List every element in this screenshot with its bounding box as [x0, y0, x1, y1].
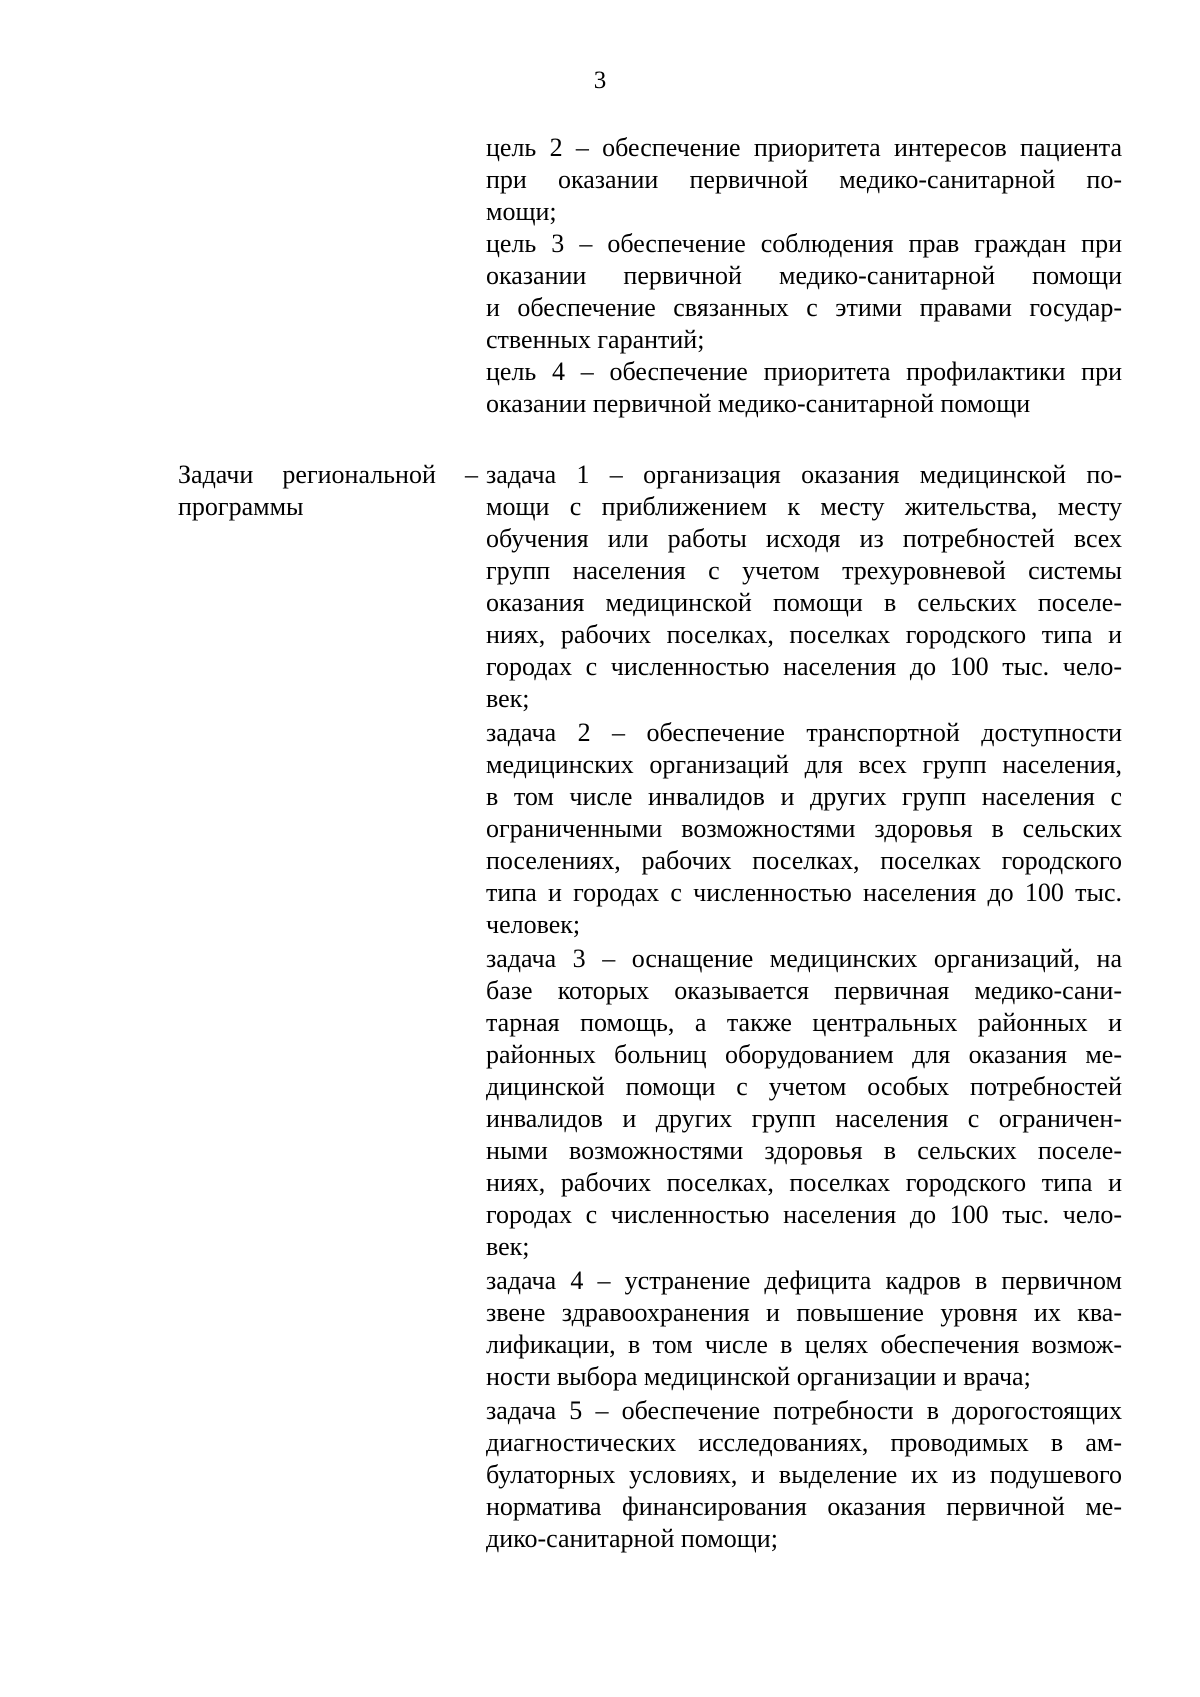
task-line: городах с численностью населения до 100 тыс. чело- [486, 652, 1122, 681]
task-line: медицинских организаций для всех групп населения, [486, 750, 1122, 779]
task-line: ниях, рабочих поселках, поселках городского типа и [486, 1168, 1122, 1197]
task-line: век; [486, 684, 530, 713]
task-line: лификации, в том числе в целях обеспечения возмож- [486, 1330, 1122, 1359]
tasks-label: программы [178, 492, 304, 521]
task-line: групп населения с учетом трехуровневой системы [486, 556, 1122, 585]
task-line: мощи с приближением к месту жительства, месту [486, 492, 1122, 521]
page-number: 3 [593, 67, 607, 94]
tasks-label: Задачи региональной – [178, 460, 478, 489]
task-line: ными возможностями здоровья в сельских поселе- [486, 1136, 1122, 1165]
goal-line: цель 2 – обеспечение приоритета интересов пациента [486, 133, 1122, 162]
goal-line: мощи; [486, 197, 557, 226]
goal-line: и обеспечение связанных с этими правами государ- [486, 293, 1122, 322]
task-line: типа и городах с численностью населения до 100 тыс. [486, 878, 1122, 907]
task-line: задача 4 – устранение дефицита кадров в первичном [486, 1266, 1122, 1295]
goal-line: при оказании первичной медико-санитарной по- [486, 165, 1122, 194]
task-line: районных больниц оборудованием для оказания ме- [486, 1040, 1122, 1069]
task-line: задача 2 – обеспечение транспортной доступности [486, 718, 1122, 747]
task-line: дико-санитарной помощи; [486, 1524, 778, 1553]
task-line: поселениях, рабочих поселках, поселках городского [486, 846, 1122, 875]
goal-line: цель 4 – обеспечение приоритета профилактики при [486, 357, 1122, 386]
goal-line: оказании первичной медико-санитарной помощи [486, 389, 1031, 418]
task-line: булаторных условиях, и выделение их из подушевого [486, 1460, 1122, 1489]
task-line: диагностических исследованиях, проводимых в ам- [486, 1428, 1122, 1457]
task-line: в том числе инвалидов и других групп населения с [486, 782, 1122, 811]
task-line: задача 3 – оснащение медицинских организаций, на [486, 944, 1122, 973]
goal-line: цель 3 – обеспечение соблюдения прав граждан при [486, 229, 1122, 258]
task-line: звене здравоохранения и повышение уровня их ква- [486, 1298, 1122, 1327]
task-line: оказания медицинской помощи в сельских поселе- [486, 588, 1122, 617]
task-line: базе которых оказывается первичная медико-сани- [486, 976, 1122, 1005]
task-line: ниях, рабочих поселках, поселках городского типа и [486, 620, 1122, 649]
task-line: задача 1 – организация оказания медицинской по- [486, 460, 1122, 489]
task-line: городах с численностью населения до 100 тыс. чело- [486, 1200, 1122, 1229]
task-line: человек; [486, 910, 581, 939]
task-line: инвалидов и других групп населения с ограничен- [486, 1104, 1122, 1133]
task-line: задача 5 – обеспечение потребности в дорогостоящих [486, 1396, 1122, 1425]
task-line: ности выбора медицинской организации и врача; [486, 1362, 1031, 1391]
task-line: тарная помощь, а также центральных районных и [486, 1008, 1122, 1037]
task-line: обучения или работы исходя из потребностей всех [486, 524, 1122, 553]
goal-line: ственных гарантий; [486, 325, 705, 354]
task-line: норматива финансирования оказания первичной ме- [486, 1492, 1122, 1521]
task-line: дицинской помощи с учетом особых потребностей [486, 1072, 1122, 1101]
task-line: век; [486, 1232, 530, 1261]
goal-line: оказании первичной медико-санитарной помощи [486, 261, 1122, 290]
task-line: ограниченными возможностями здоровья в сельских [486, 814, 1122, 843]
